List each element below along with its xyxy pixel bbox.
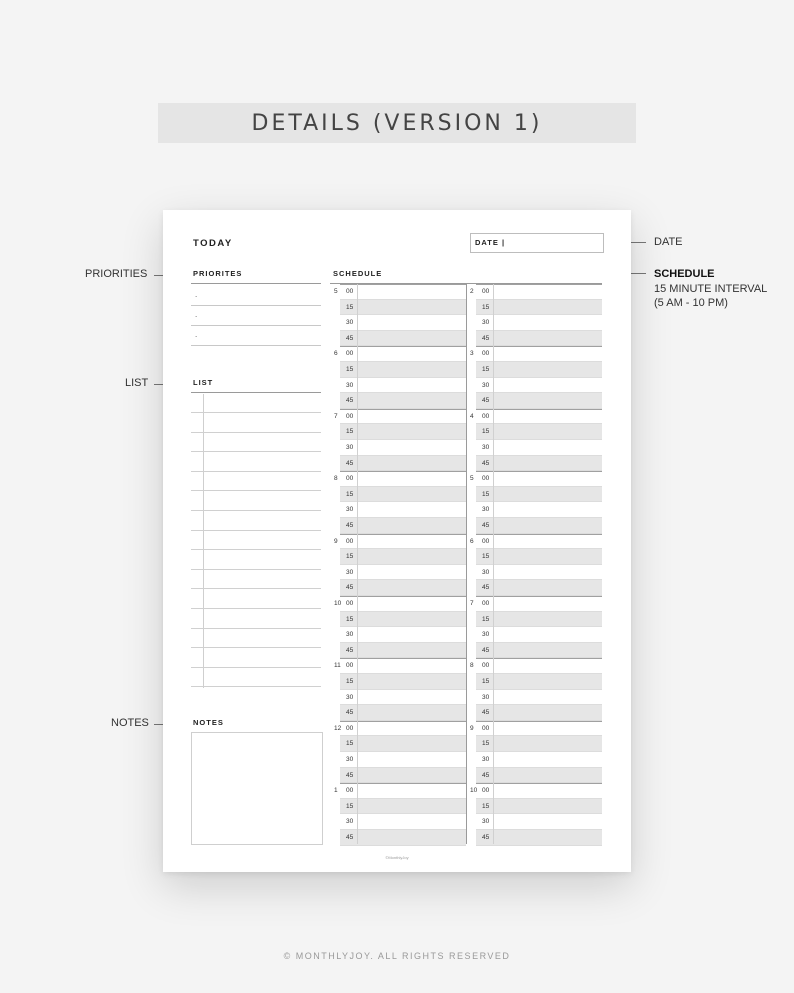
schedule-minute-label: 00: [346, 350, 354, 358]
schedule-slot[interactable]: [340, 799, 466, 815]
schedule-minute-label: 15: [482, 678, 490, 685]
schedule-minute-label: 15: [346, 740, 354, 748]
schedule-hour-label: 8: [334, 475, 338, 483]
schedule-hour-label: 1: [334, 787, 338, 795]
list-line[interactable]: [191, 490, 321, 491]
schedule-hour-label: 8: [470, 662, 474, 670]
schedule-minute-label: 30: [346, 381, 354, 389]
schedule-minute-label: 00: [346, 475, 354, 483]
schedule-minute-label: 00: [482, 724, 490, 732]
schedule-minute-label: 15: [346, 678, 354, 685]
schedule-minute-label: 00: [482, 412, 490, 420]
schedule-slot[interactable]: [340, 393, 466, 409]
schedule-minute-label: 45: [482, 522, 490, 529]
schedule-slot[interactable]: [340, 409, 466, 425]
schedule-slot[interactable]: [340, 440, 466, 456]
schedule-slot[interactable]: [476, 690, 602, 706]
schedule-slot[interactable]: [340, 674, 466, 690]
schedule-slot[interactable]: [476, 534, 602, 550]
schedule-minute-label: 30: [482, 444, 490, 451]
schedule-minute-label: 30: [346, 506, 354, 514]
priority-line[interactable]: [191, 305, 321, 306]
schedule-slot[interactable]: [476, 674, 602, 690]
schedule-slot[interactable]: [476, 362, 602, 378]
list-line[interactable]: [191, 628, 321, 629]
title-banner: [158, 103, 636, 143]
priorities-rule: [191, 283, 321, 284]
schedule-minute-label: 30: [482, 568, 490, 576]
planner-page: [163, 210, 631, 872]
schedule-minute-label: 15: [346, 303, 354, 311]
schedule-slot[interactable]: [340, 690, 466, 706]
schedule-minute-label: 45: [346, 584, 354, 592]
list-line[interactable]: [191, 647, 321, 648]
annotation-priorities: PRIORITIES: [85, 268, 148, 280]
page-credit: ©MonthlyJoy: [385, 855, 409, 860]
schedule-column-divider: [466, 284, 467, 844]
schedule-hour-label: 10: [334, 600, 342, 607]
list-line[interactable]: [191, 686, 321, 687]
list-rule: [191, 392, 321, 393]
list-line[interactable]: [191, 530, 321, 531]
banner-title: DETAILS (VERSION 1): [251, 110, 543, 136]
schedule-slot[interactable]: [340, 565, 466, 581]
annotation-schedule-range: (5 AM - 10 PM): [654, 297, 728, 309]
schedule-slot[interactable]: [340, 331, 466, 347]
schedule-minute-label: 15: [346, 802, 354, 810]
schedule-minute-label: 45: [346, 334, 354, 342]
schedule-minute-label: 45: [346, 522, 354, 529]
schedule-slot[interactable]: [476, 440, 602, 456]
schedule-slot[interactable]: [476, 518, 602, 534]
schedule-slot[interactable]: [340, 752, 466, 768]
schedule-slot[interactable]: [340, 580, 466, 596]
schedule-slot[interactable]: [476, 409, 602, 425]
schedule-slot[interactable]: [340, 502, 466, 518]
schedule-minute-label: 45: [346, 646, 354, 654]
list-line[interactable]: [191, 432, 321, 433]
schedule-minute-label: 45: [346, 709, 354, 717]
schedule-minute-label: 45: [482, 334, 490, 342]
schedule-minute-label: 30: [346, 319, 354, 327]
schedule-hour-label: 5: [334, 288, 338, 295]
schedule-slot[interactable]: [476, 424, 602, 440]
annotation-list: LIST: [125, 377, 149, 389]
schedule-minute-label: 00: [482, 537, 490, 545]
schedule-slot[interactable]: [340, 362, 466, 378]
schedule-slot[interactable]: [340, 300, 466, 316]
schedule-minute-label: 15: [346, 366, 354, 373]
schedule-hour-label: 7: [334, 412, 338, 420]
schedule-slot[interactable]: [476, 580, 602, 596]
schedule-minute-label: 15: [346, 615, 354, 623]
schedule-slot[interactable]: [476, 378, 602, 394]
schedule-slot[interactable]: [340, 456, 466, 472]
schedule-minute-label: 15: [346, 553, 354, 561]
schedule-slot[interactable]: [340, 830, 466, 846]
schedule-slot[interactable]: [476, 393, 602, 409]
schedule-hour-label: 7: [470, 600, 474, 607]
schedule-slot[interactable]: [340, 346, 466, 362]
schedule-minute-label: 15: [482, 553, 490, 561]
schedule-minute-label: 30: [346, 568, 354, 576]
schedule-slot[interactable]: [476, 315, 602, 331]
date-label: DATE |: [475, 238, 506, 247]
schedule-slot[interactable]: [476, 705, 602, 721]
schedule-minute-label: 45: [346, 459, 354, 467]
schedule-slot[interactable]: [476, 752, 602, 768]
schedule-slot[interactable]: [476, 721, 602, 737]
schedule-slot[interactable]: [476, 612, 602, 628]
schedule-minute-label: 30: [482, 631, 490, 639]
annotation-schedule-interval: 15 MINUTE INTERVAL: [654, 283, 768, 295]
schedule-hour-label: 2: [470, 288, 474, 295]
schedule-minute-label: 15: [482, 802, 490, 810]
schedule-minute-label: 15: [482, 740, 490, 748]
schedule-minute-label: 30: [482, 756, 490, 763]
copyright-notice: © MONTHLYJOY. ALL RIGHTS RESERVED: [283, 951, 511, 961]
schedule-slot[interactable]: [476, 643, 602, 659]
schedule-minute-label: 00: [482, 662, 490, 670]
list-line[interactable]: [191, 510, 321, 511]
schedule-minute-label: 00: [482, 350, 490, 358]
schedule-minute-label: 45: [482, 459, 490, 467]
schedule-hour-label: 3: [470, 350, 474, 358]
annotation-date: DATE: [654, 236, 683, 248]
schedule-slot[interactable]: [476, 799, 602, 815]
schedule-hour-label: 11: [334, 662, 341, 670]
schedule-minute-label: 45: [482, 771, 490, 779]
schedule-minute-label: 45: [346, 397, 354, 405]
schedule-minute-label: 30: [346, 818, 354, 826]
schedule-slot[interactable]: [476, 736, 602, 752]
schedule-slot[interactable]: [476, 284, 602, 300]
today-heading: TODAY: [193, 238, 233, 249]
schedule-slot[interactable]: [340, 549, 466, 565]
schedule-minute-label: 15: [482, 303, 490, 311]
schedule-slot[interactable]: [476, 565, 602, 581]
schedule-minute-label: 15: [482, 490, 490, 498]
schedule-slot[interactable]: [476, 596, 602, 612]
schedule-minute-label: 45: [482, 584, 490, 592]
schedule-grid: [330, 284, 602, 844]
list-line[interactable]: [191, 412, 321, 413]
list-line[interactable]: [191, 588, 321, 589]
schedule-minute-label: 45: [482, 646, 490, 654]
schedule-minute-label: 00: [482, 787, 490, 795]
schedule-minute-label: 30: [482, 381, 490, 389]
schedule-minute-divider: [493, 284, 494, 844]
schedule-minute-label: 00: [346, 600, 354, 607]
schedule-slot[interactable]: [340, 783, 466, 799]
list-line[interactable]: [191, 549, 321, 550]
list-line[interactable]: [191, 608, 321, 609]
schedule-minute-label: 00: [346, 787, 354, 795]
schedule-minute-label: 15: [346, 490, 354, 498]
schedule-minute-label: 15: [482, 366, 490, 373]
schedule-minute-label: 00: [346, 288, 354, 295]
schedule-minute-label: 30: [346, 756, 354, 763]
schedule-hour-label: 4: [470, 412, 474, 420]
schedule-slot[interactable]: [476, 300, 602, 316]
schedule-minute-label: 30: [482, 818, 490, 826]
schedule-slot[interactable]: [340, 768, 466, 784]
list-line[interactable]: [191, 471, 321, 472]
schedule-slot[interactable]: [476, 658, 602, 674]
schedule-slot[interactable]: [340, 627, 466, 643]
schedule-slot[interactable]: [340, 518, 466, 534]
schedule-minute-label: 30: [346, 693, 354, 701]
date-field[interactable]: [470, 233, 604, 253]
schedule-hour-label: 5: [470, 475, 474, 483]
schedule-slot[interactable]: [340, 424, 466, 440]
schedule-minute-label: 00: [346, 724, 354, 732]
schedule-slot[interactable]: [340, 736, 466, 752]
schedule-minute-label: 00: [346, 537, 354, 545]
schedule-slot[interactable]: [340, 705, 466, 721]
priority-line[interactable]: [191, 325, 321, 326]
list-margin-line: [203, 394, 204, 688]
schedule-hour-label: 10: [470, 787, 478, 795]
schedule-slot[interactable]: [340, 721, 466, 737]
schedule-slot[interactable]: [476, 627, 602, 643]
list-heading: LIST: [193, 378, 214, 387]
priority-line[interactable]: [191, 345, 321, 346]
schedule-slot[interactable]: [340, 643, 466, 659]
schedule-slot[interactable]: [476, 814, 602, 830]
schedule-minute-label: 00: [346, 412, 354, 420]
schedule-slot[interactable]: [476, 487, 602, 503]
schedule-minute-label: 15: [482, 428, 490, 436]
priority-bullet: .: [195, 330, 198, 339]
schedule-slot[interactable]: [340, 612, 466, 628]
schedule-slot[interactable]: [476, 456, 602, 472]
list-line[interactable]: [191, 667, 321, 668]
schedule-slot[interactable]: [476, 471, 602, 487]
schedule-slot[interactable]: [340, 487, 466, 503]
schedule-slot[interactable]: [476, 549, 602, 565]
schedule-minute-label: 45: [482, 834, 490, 841]
list-line[interactable]: [191, 569, 321, 570]
schedule-minute-label: 00: [346, 662, 354, 670]
schedule-minute-label: 30: [346, 631, 354, 639]
schedule-hour-label: 6: [334, 350, 338, 358]
annotation-schedule-title: SCHEDULE: [654, 268, 715, 280]
priority-bullet: .: [195, 310, 198, 319]
schedule-minute-label: 15: [346, 428, 354, 436]
list-line[interactable]: [191, 451, 321, 452]
schedule-minute-label: 00: [482, 475, 490, 483]
schedule-slot[interactable]: [476, 346, 602, 362]
schedule-minute-label: 15: [482, 615, 490, 623]
schedule-slot[interactable]: [476, 783, 602, 799]
schedule-minute-label: 00: [482, 288, 490, 295]
schedule-minute-divider: [357, 284, 358, 844]
notes-box[interactable]: [191, 732, 323, 845]
schedule-slot[interactable]: [340, 471, 466, 487]
schedule-slot[interactable]: [476, 768, 602, 784]
schedule-slot[interactable]: [340, 284, 466, 300]
schedule-minute-label: 45: [346, 771, 354, 779]
schedule-minute-label: 30: [346, 444, 354, 451]
schedule-minute-label: 30: [482, 319, 490, 327]
schedule-minute-label: 00: [482, 600, 490, 607]
annotation-notes: NOTES: [111, 717, 149, 729]
schedule-hour-label: 9: [334, 537, 338, 545]
schedule-slot[interactable]: [476, 830, 602, 846]
schedule-minute-label: 45: [482, 397, 490, 405]
priorities-heading: PRIORITES: [193, 269, 243, 278]
schedule-slot[interactable]: [340, 378, 466, 394]
schedule-hour-label: 12: [334, 724, 342, 732]
schedule-minute-label: 45: [346, 834, 354, 841]
schedule-minute-label: 30: [482, 693, 490, 701]
schedule-heading: SCHEDULE: [333, 269, 383, 278]
schedule-minute-label: 30: [482, 506, 490, 514]
schedule-slot[interactable]: [340, 534, 466, 550]
priority-bullet: .: [195, 290, 198, 299]
schedule-slot[interactable]: [476, 331, 602, 347]
schedule-slot[interactable]: [476, 502, 602, 518]
notes-heading: NOTES: [193, 718, 224, 727]
schedule-minute-label: 45: [482, 709, 490, 717]
schedule-hour-label: 9: [470, 724, 474, 732]
schedule-slot[interactable]: [340, 658, 466, 674]
schedule-hour-label: 6: [470, 537, 474, 545]
schedule-slot[interactable]: [340, 814, 466, 830]
schedule-slot[interactable]: [340, 315, 466, 331]
schedule-slot[interactable]: [340, 596, 466, 612]
